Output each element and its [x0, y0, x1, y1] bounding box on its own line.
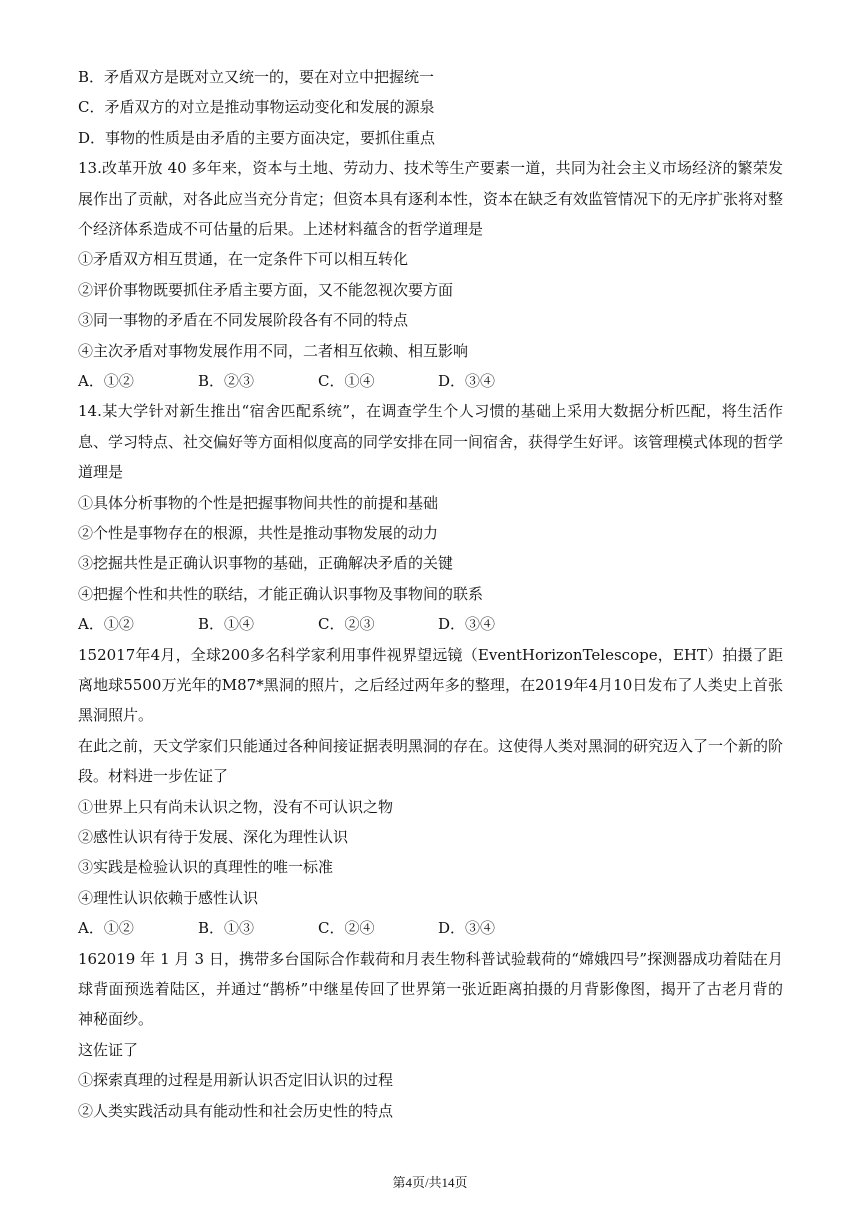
q14-stem: 14.某大学针对新生推出“宿舍匹配系统”，在调查学生个人习惯的基础上采用大数据分析匹配，将生活作息、学习特点、社交偏好等方面相似度高的同学安排在同一间宿舍，获得学生好评。该管理模式体现的哲学道理是 [78, 402, 784, 482]
q15-option-a: A．①② [78, 919, 134, 938]
q15-item-4: ④理性认识依赖于感性认识 [78, 888, 259, 907]
q14-item-4: ④把握个性和共性的联结，才能正确认识事物及事物间的联系 [78, 584, 484, 603]
q13-option-c: C．①④ [318, 371, 375, 390]
q12-option-c: C．矛盾双方的对立是推动事物运动变化和发展的源泉 [78, 98, 435, 117]
q12-option-d: D．事物的性质是由矛盾的主要方面决定，要抓住重点 [78, 128, 436, 147]
q13-stem: 13.改革开放 40 多年来，资本与土地、劳动力、技术等生产要素一道，共同为社会主义市场经济的繁荣发展作出了贡献，对各此应当充分肯定；但资本具有逐利本性，资本在缺乏有效监管情况下的无序扩张将对整个经济体系造成不可估量的后果。上述材料蕴含的哲学道理是 [78, 159, 784, 238]
q14-option-c: C．②③ [318, 615, 375, 634]
page-content [78, 62, 783, 1126]
q14-option-a: A．①② [78, 615, 134, 634]
q15-option-b: B．①③ [198, 919, 255, 938]
q16-item-1: ①探索真理的过程是用新认识否定旧认识的过程 [78, 1071, 394, 1090]
q13-option-b: B．②③ [198, 371, 255, 390]
q14-item-1: ①具体分析事物的个性是把握事物间共性的前提和基础 [78, 493, 439, 512]
q13-item-2: ②评价事物既要抓住矛盾主要方面，又不能忽视次要方面 [78, 280, 454, 299]
q15-option-d: D．③④ [438, 919, 496, 938]
q15-options [78, 913, 783, 943]
q15-stem-continued: 在此之前，天文学家们只能通过各种间接证据表明黑洞的存在。这使得人类对黑洞的研究迈入了一个新的阶段。材料进一步佐证了 [78, 736, 784, 786]
q13-option-d: D．③④ [438, 371, 496, 390]
q13-option-a: A．①② [78, 371, 134, 390]
q16-item-2: ②人类实践活动具有能动性和社会历史性的特点 [78, 1101, 394, 1120]
q14-options [78, 609, 783, 639]
q14-option-b: B．①④ [198, 615, 255, 634]
q14-option-d: D．③④ [438, 615, 496, 634]
q13-item-1: ①矛盾双方相互贯通，在一定条件下可以相互转化 [78, 250, 409, 269]
q15-item-3: ③实践是检验认识的真理性的唯一标准 [78, 858, 334, 877]
q13-item-4: ④主次矛盾对事物发展作用不同，二者相互依赖、相互影响 [78, 341, 469, 360]
q15-item-1: ①世界上只有尚未认识之物，没有不可认识之物 [78, 797, 394, 816]
q15-option-c: C．②④ [318, 919, 375, 938]
q16-stem: 162019 年 1 月 3 日，携带多台国际合作载荷和月表生物科普试验载荷的“嫦娥四号”探测器成功着陆在月球背面预选着陆区，并通过“鹊桥”中继星传回了世界第一张近距离拍摄的月背影像图，揭开了古老月背的神秘面纱。 [78, 949, 783, 1029]
q13-item-3: ③同一事物的矛盾在不同发展阶段各有不同的特点 [78, 311, 409, 330]
q14-item-2: ②个性是事物存在的根源，共性是推动事物发展的动力 [78, 523, 439, 542]
q13-options [78, 366, 783, 396]
q14-item-3: ③挖掘共性是正确认识事物的基础，正确解决矛盾的关键 [78, 554, 454, 573]
page-number: 第4页/共14页 [392, 1175, 468, 1190]
q12-option-b: B．矛盾双方是既对立又统一的，要在对立中把握统一 [78, 68, 435, 86]
q15-item-2: ②感性认识有待于发展、深化为理性认识 [78, 827, 349, 846]
q15-stem: 152017年4月，全球200多名科学家利用事件视界望远镜（EventHorizonTelescope，EHT）拍摄了距离地球5500万光年的M87*黑洞的照片，之后经过两年多的整理，在2019年4月10日发布了人类史上首张黑洞照片。 [78, 645, 783, 725]
q16-stem-continued: 这佐证了 [78, 1040, 139, 1059]
